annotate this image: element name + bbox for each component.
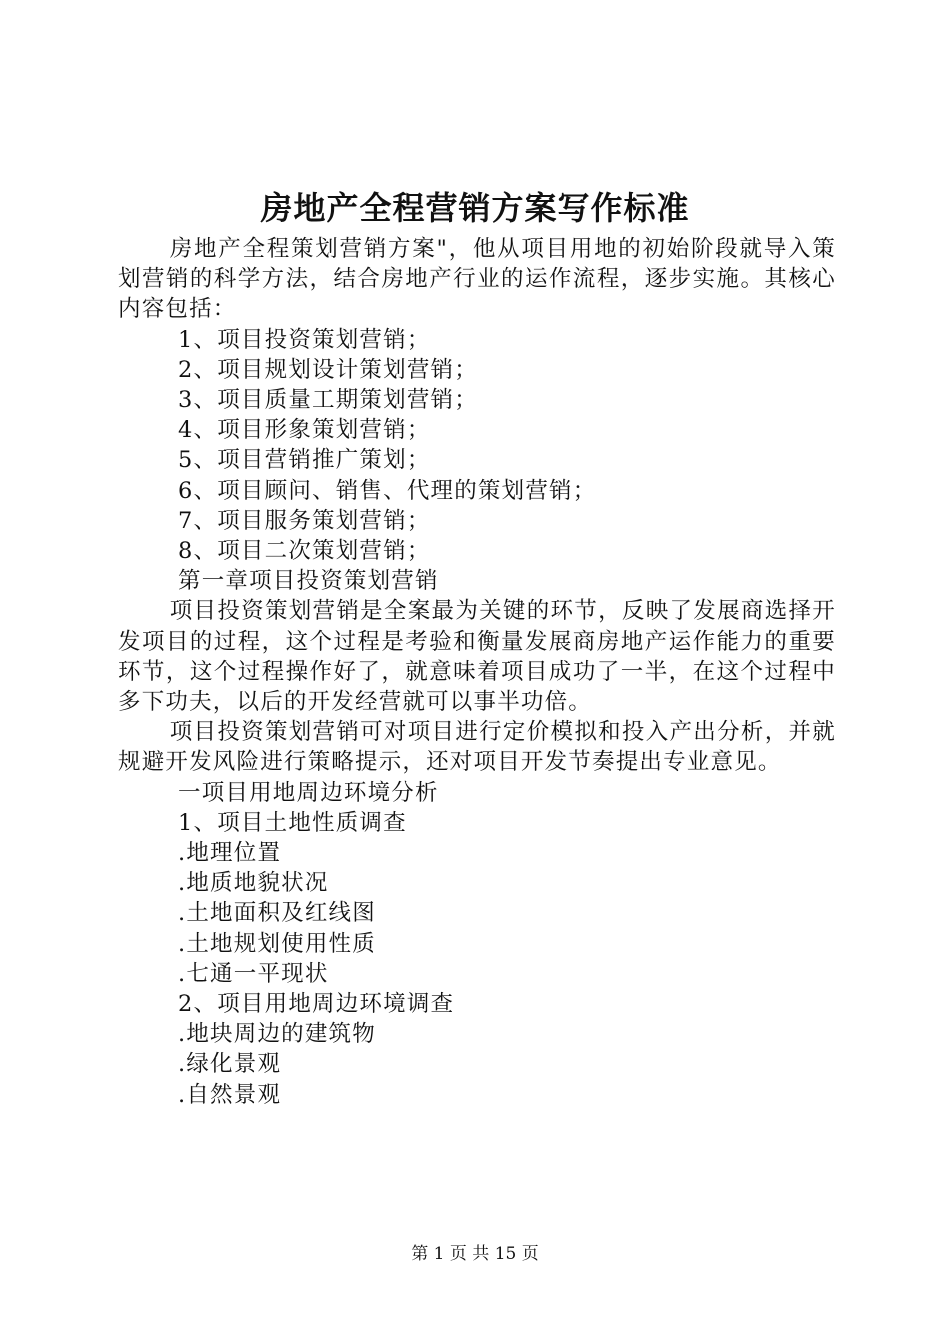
outline-item: .土地规划使用性质 bbox=[178, 930, 376, 957]
outline-item: .绿化景观 bbox=[178, 1051, 282, 1078]
outline-item: .土地面积及红线图 bbox=[178, 900, 376, 927]
chapter-heading: 第一章项目投资策划营销 bbox=[178, 568, 439, 595]
body-paragraph-2: 项目投资策划营销可对项目进行定价模拟和投入产出分析，并就规避开发风险进行策略提示，还对项目开发节奏提出专业意见。 bbox=[118, 719, 836, 776]
list-item: 6、项目顾问、销售、代理的策划营销； bbox=[178, 477, 597, 504]
list-item: 1、项目投资策划营销； bbox=[178, 326, 431, 353]
outline-item: 1、项目土地性质调查 bbox=[178, 809, 407, 836]
list-item: 3、项目质量工期策划营销； bbox=[178, 387, 478, 414]
outline-item: 2、项目用地周边环境调查 bbox=[178, 991, 455, 1018]
outline-item: .七通一平现状 bbox=[178, 960, 329, 987]
list-item: 5、项目营销推广策划； bbox=[178, 447, 431, 474]
list-item: 7、项目服务策划营销； bbox=[178, 507, 431, 534]
document-body bbox=[118, 234, 836, 1110]
list-item: 8、项目二次策划营销； bbox=[178, 538, 431, 565]
outline-item: .自然景观 bbox=[178, 1081, 282, 1108]
core-content-list bbox=[118, 325, 836, 567]
intro-paragraph: 房地产全程策划营销方案"，他从项目用地的初始阶段就导入策划营销的科学方法，结合房地产行业的运作流程，逐步实施。其核心内容包括： bbox=[118, 236, 836, 323]
document-title: 房地产全程营销方案写作标准 bbox=[260, 189, 690, 227]
page-footer: 第 1 页 共 15 页 bbox=[411, 1244, 539, 1264]
outline-item: .地理位置 bbox=[178, 840, 282, 867]
outline-item: .地质地貌状况 bbox=[178, 870, 329, 897]
outline-item: .地块周边的建筑物 bbox=[178, 1021, 376, 1048]
list-item: 4、项目形象策划营销； bbox=[178, 417, 431, 444]
outline-item: 一项目用地周边环境分析 bbox=[178, 779, 439, 806]
list-item: 2、项目规划设计策划营销； bbox=[178, 356, 478, 383]
body-paragraph-1: 项目投资策划营销是全案最为关键的环节，反映了发展商选择开发项目的过程，这个过程是考验和衡量发展商房地产运作能力的重要环节，这个过程操作好了，就意味着项目成功了一半，在这个过程中多下功夫，以后的开发经营就可以事半功倍。 bbox=[118, 598, 836, 716]
outline-list bbox=[118, 778, 836, 1110]
